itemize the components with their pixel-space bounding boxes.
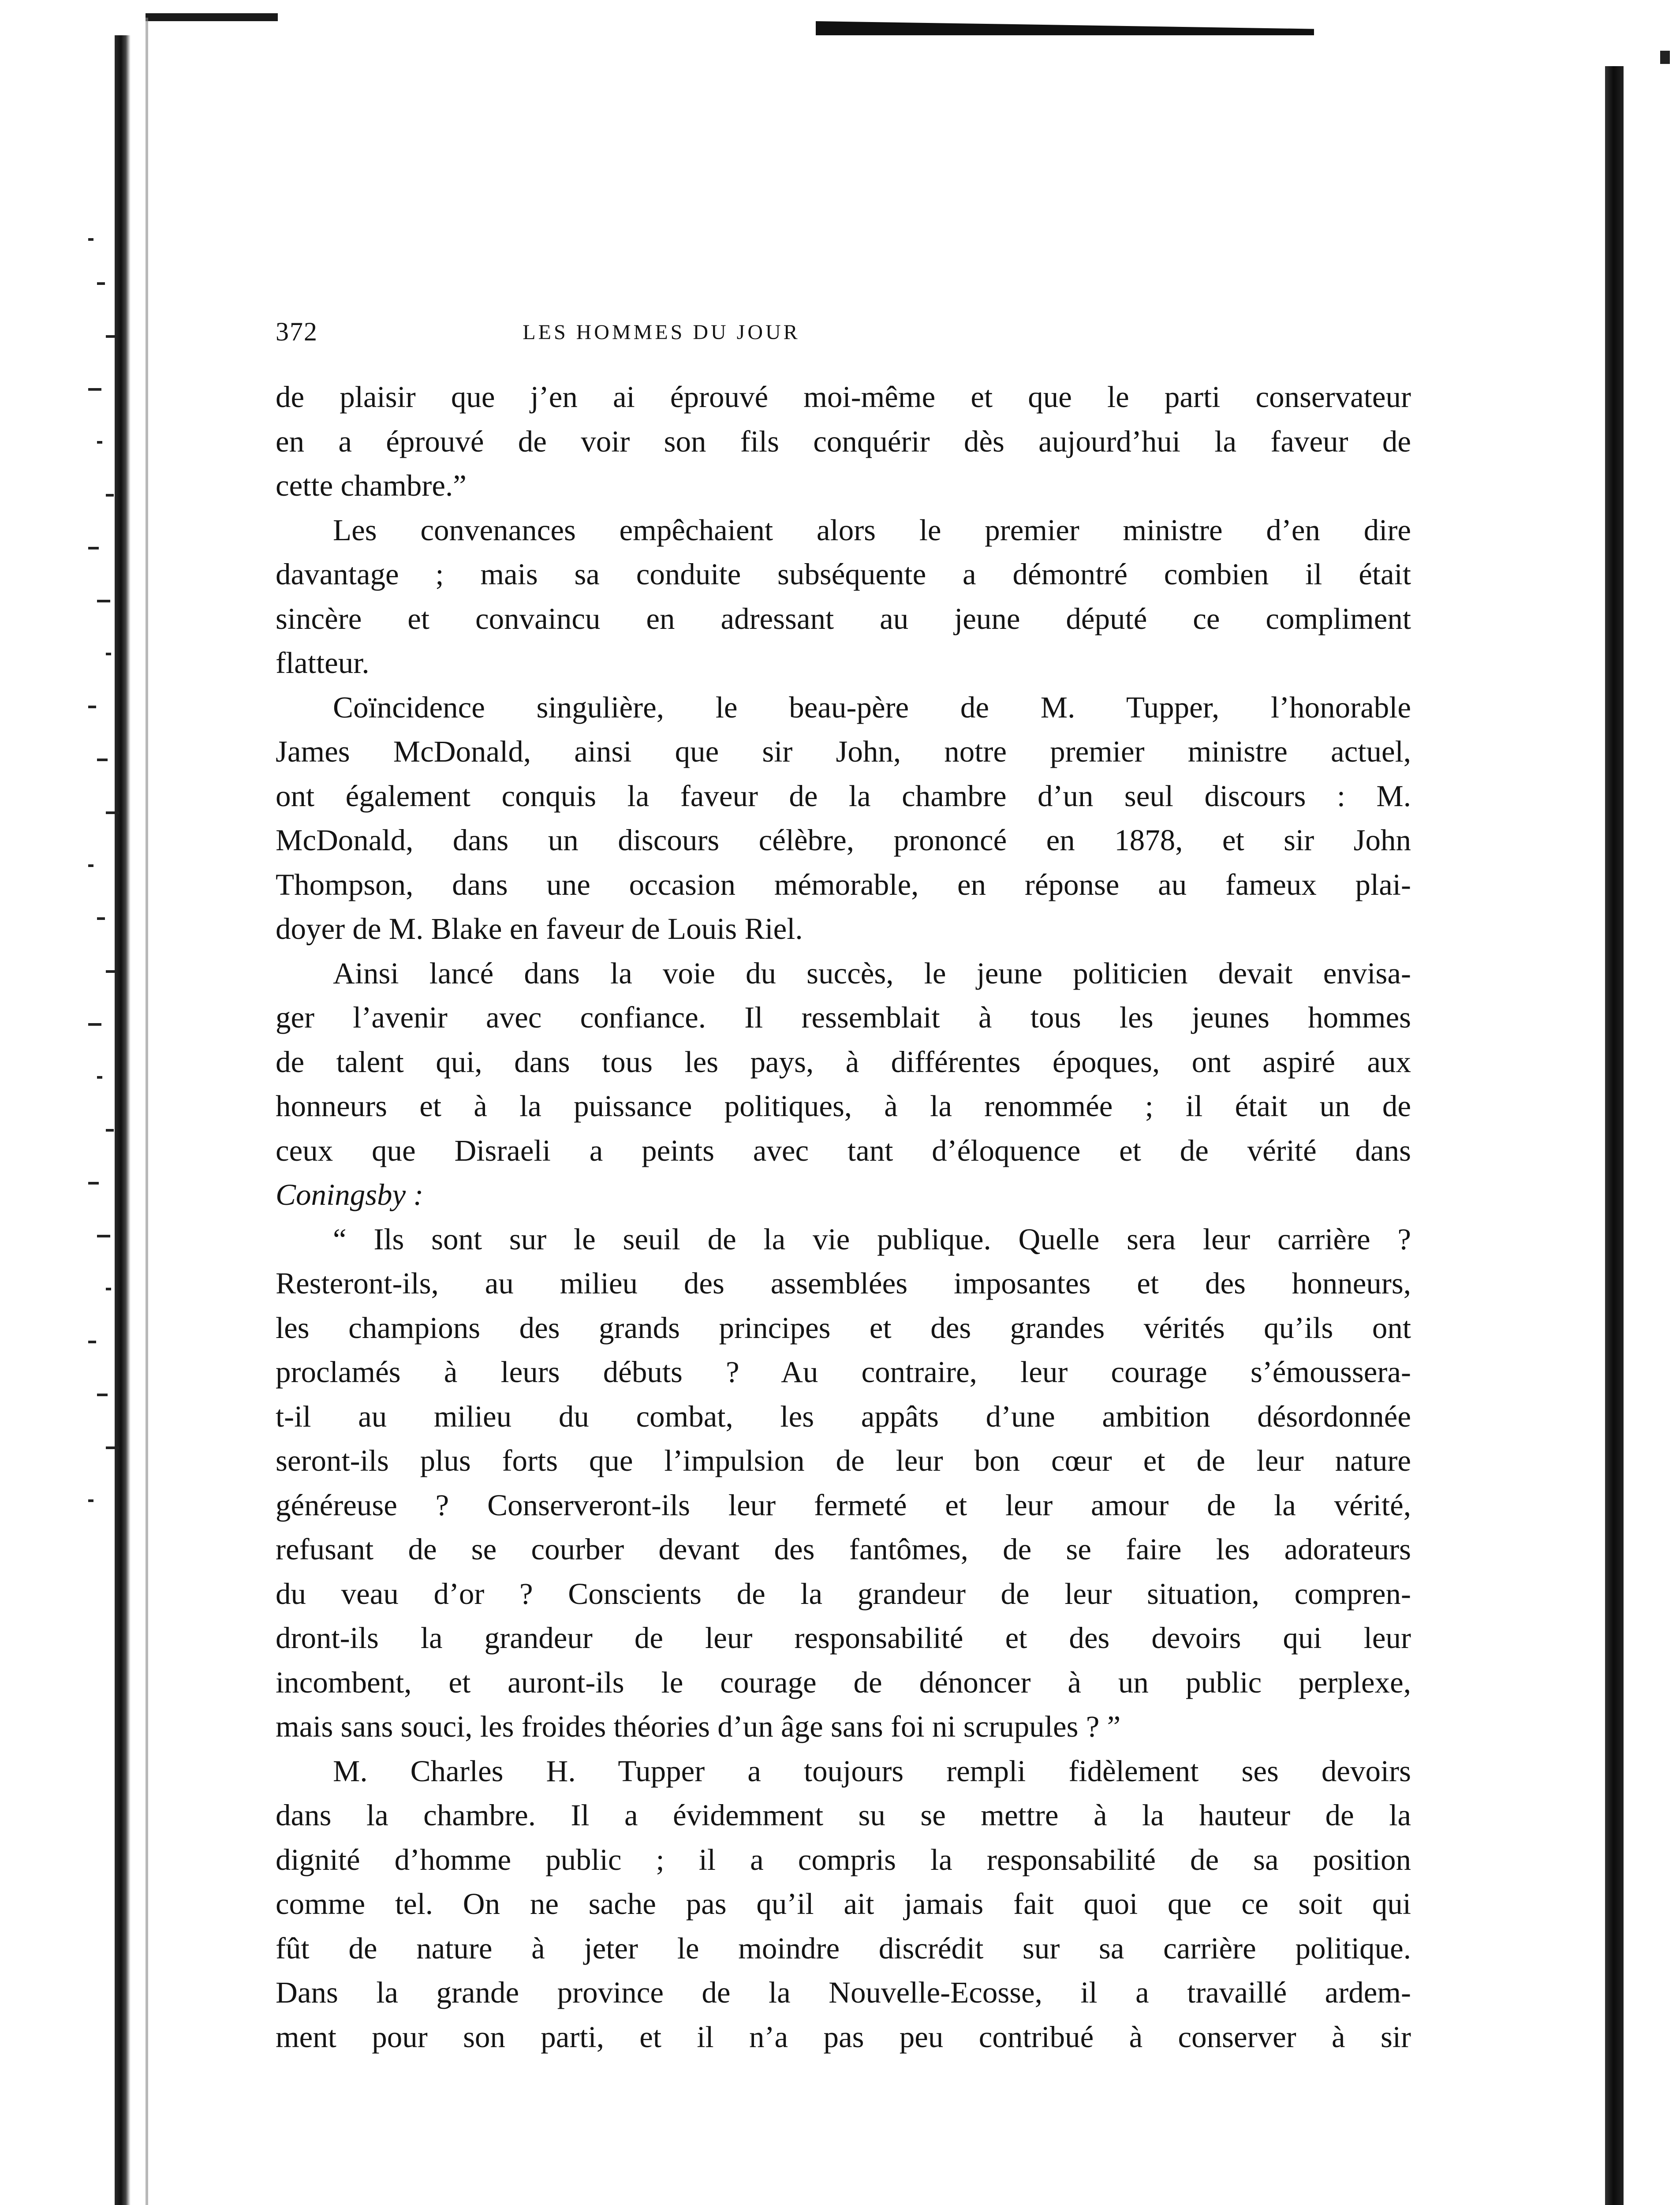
text-line: M. Charles H. Tupper a toujours rempli fidèlement ses devoirs (333, 1754, 1411, 1788)
text-line: comme tel. On ne sache pas qu’il ait jamais fait quoi que ce soit qui (276, 1887, 1411, 1921)
text-line: les champions des grands principes et des grandes vérités qu’ils ont (276, 1311, 1411, 1345)
scan-tick (106, 494, 114, 497)
scan-tick (88, 388, 101, 391)
scan-tick (106, 1446, 119, 1449)
scan-tick (97, 441, 102, 444)
text-line: cette chambre.” (276, 469, 467, 502)
scan-tick (88, 238, 93, 241)
scan-tick (97, 917, 105, 920)
text-line: McDonald, dans un discours célèbre, prononcé en 1878, et sir John (276, 823, 1411, 857)
scan-artifact-top-center (816, 21, 1314, 35)
text-line: dront-ils la grandeur de leur responsabilité et des devoirs qui leur (276, 1621, 1411, 1655)
text-line: proclamés à leurs débuts ? Au contraire, leur courage s’émoussera- (276, 1355, 1411, 1389)
text-line: mais sans souci, les froides théories d’un âge sans foi ni scrupules ? ” (276, 1710, 1121, 1743)
text-line: Les convenances empêchaient alors le premier ministre d’en dire (333, 513, 1411, 547)
scan-tick (97, 1076, 102, 1079)
text-line: honneurs et à la puissance politiques, à la renommée ; il était un de (276, 1089, 1411, 1123)
scan-tick (106, 335, 116, 338)
text-line: généreuse ? Conserveront-ils leur fermeté et leur amour de la vérité, (276, 1488, 1411, 1522)
text-line: incombent, et auront-ils le courage de dénoncer à un public perplexe, (276, 1665, 1411, 1699)
scan-mark-right (1660, 51, 1670, 64)
scan-tick (97, 759, 108, 761)
scan-tick (88, 1499, 93, 1502)
text-line: Dans la grande province de la Nouvelle-Ecosse, il a travaillé ardem- (276, 1976, 1411, 2009)
text-line: ger l’avenir avec confiance. Il ressemblait à tous les jeunes hommes (276, 1001, 1411, 1034)
scan-edge-right (1605, 66, 1624, 2205)
text-line: Thompson, dans une occasion mémorable, en réponse au fameux plai- (276, 867, 1411, 901)
text-line: ont également conquis la faveur de la chambre d’un seul discours : M. (276, 779, 1411, 813)
text-line: de plaisir que j’en ai éprouvé moi-même et que le parti conservateur (276, 380, 1411, 414)
page-number: 372 (276, 317, 318, 346)
scan-tick (106, 970, 116, 973)
text-line: ceux que Disraeli a peints avec tant d’éloquence et de vérité dans (276, 1133, 1411, 1167)
text-line: refusant de se courber devant des fantômes, de se faire les adorateurs (276, 1532, 1411, 1566)
scan-tick (88, 547, 99, 549)
text-line: ment pour son parti, et il n’a pas peu contribué à conserver à sir (276, 2020, 1411, 2054)
text-line: James McDonald, ainsi que sir John, notre premier ministre actuel, (276, 735, 1411, 768)
page-header (276, 317, 1021, 352)
scan-tick (106, 653, 111, 655)
text-line: dignité d’homme public ; il a compris la responsabilité de sa position (276, 1842, 1411, 1876)
text-line: “ Ils sont sur le seuil de la vie publique. Quelle sera leur carrière ? (333, 1222, 1411, 1256)
text-line: doyer de M. Blake en faveur de Louis Riel. (276, 912, 803, 946)
text-line: Ainsi lancé dans la voie du succès, le jeune politicien devait envisa- (333, 956, 1411, 990)
scan-tick (106, 1129, 114, 1132)
scan-tick (88, 706, 96, 708)
text-line: Resteront-ils, au milieu des assemblées imposantes et des honneurs, (276, 1267, 1411, 1300)
scan-edge-left (115, 35, 131, 2205)
text-line: davantage ; mais sa conduite subséquente a démontré combien il était (276, 557, 1411, 591)
text-line: dans la chambre. Il a évidemment su se mettre à la hauteur de la (276, 1798, 1411, 1832)
scan-tick (88, 1182, 99, 1185)
scan-tick (88, 864, 93, 867)
text-line: t-il au milieu du combat, les appâts d’une ambition désordonnée (276, 1399, 1411, 1433)
text-line: Coïncidence singulière, le beau-père de M. Tupper, l’honorable (333, 690, 1411, 724)
text-line: Coningsby : (276, 1178, 424, 1211)
text-line: flatteur. (276, 646, 370, 680)
scan-edge-left-thin (146, 18, 148, 2205)
text-line: fût de nature à jeter le moindre discrédit sur sa carrière politique. (276, 1931, 1411, 1965)
scan-tick (88, 1341, 96, 1343)
scan-tick (88, 1023, 101, 1026)
scan-tick (106, 811, 119, 814)
text-line: de talent qui, dans tous les pays, à différentes époques, ont aspiré aux (276, 1045, 1411, 1079)
text-line: seront-ils plus forts que l’impulsion de leur bon cœur et de leur nature (276, 1444, 1411, 1477)
text-line: en a éprouvé de voir son fils conquérir dès aujourd’hui la faveur de (276, 424, 1411, 458)
scan-tick (106, 1288, 111, 1290)
running-title: LES HOMMES DU JOUR (523, 321, 800, 344)
scan-tick (97, 1235, 110, 1237)
scan-tick (97, 600, 110, 602)
scan-tick (97, 282, 105, 285)
text-line: sincère et convaincu en adressant au jeune député ce compliment (276, 602, 1411, 635)
text-line: du veau d’or ? Conscients de la grandeur de leur situation, compren- (276, 1577, 1411, 1611)
scan-artifact-top-left (146, 13, 278, 21)
scan-tick (97, 1394, 108, 1396)
body-text (276, 375, 1411, 2059)
